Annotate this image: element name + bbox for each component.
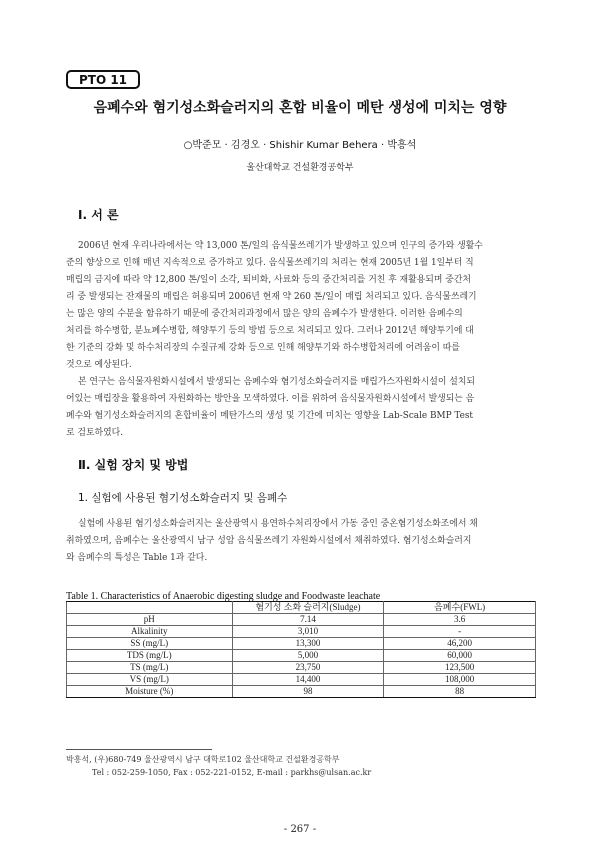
text-line: 처리를 하수병합, 분뇨폐수병합, 해양투기 등의 방법 등으로 처리되고 있다. 그러나 2012년 해양투기에 대 [66,326,474,336]
text-line: 매립의 금지에 따라 약 12,800 톤/일이 소각, 퇴비화, 사료화 등의 중간처리를 거친 후 재활용되며 중간처 [66,275,471,285]
text-line: 본 연구는 음식물자원화시설에서 발생되는 음폐수와 혐기성소화슬러지를 매립가스자원화시설이 설치되 [78,377,475,387]
text-line: 2006년 현재 우리나라에서는 약 13,000 톤/일의 음식물쓰레기가 발생하고 있으며 인구의 증가와 생활수 [78,241,483,251]
footnote-contact: Tel : 052-259-1050, Fax : 052-221-0152, E-mail : parkhs@ulsan.ac.kr [92,768,372,777]
page-number: - 267 - [283,824,317,835]
table-cell: Moisture (%) [67,686,233,698]
footnote-divider [66,749,212,750]
table-cell: 13,300 [232,638,384,650]
table-cell: 7.14 [232,614,384,626]
text-line: 는 많은 양의 수분을 함유하기 때문에 중간처리과정에서 많은 양의 음폐수가 발생한다. 이러한 음폐수의 [66,309,463,319]
author-list: ○박준모 · 김경오 · Shishir Kumar Behera · 박흥석 [183,140,417,151]
table-header-cell [67,602,233,614]
text-line: 준의 향상으로 인해 매년 지속적으로 증가하고 있다. 음식물쓰레기의 처리는 현재 2005년 1월 1일부터 직 [66,258,474,268]
table-row [67,638,536,650]
table-cell: SS (mg/L) [67,638,233,650]
session-badge: PTO 11 [66,70,140,89]
section-2-paragraph [66,516,534,567]
table-cell: pH [67,614,233,626]
text-line: 폐수와 혐기성소화슬러지의 혼합비율이 메탄가스의 생성 및 기간에 미치는 영향을 Lab-Scale BMP Test [66,411,473,421]
affiliation: 울산대학교 건설환경공학부 [246,163,354,173]
table-cell: 60,000 [384,650,536,662]
table-cell: 98 [232,686,384,698]
text-line: 로 검토하였다. [66,428,124,438]
table-cell: 123,500 [384,662,536,674]
table-cell: 5,000 [232,650,384,662]
table-row [67,662,536,674]
section-1-paragraph-1 [66,238,534,374]
table-cell: 14,400 [232,674,384,686]
text-line: 와 음폐수의 특성은 Table 1과 같다. [66,553,208,563]
table-row [67,614,536,626]
table-cell: TDS (mg/L) [67,650,233,662]
table-row [67,686,536,698]
section-2-subheading: 1. 실험에 사용된 혐기성소화슬러지 및 음폐수 [78,492,288,504]
table-cell: Alkalinity [67,626,233,638]
section-1-heading: Ⅰ. 서 론 [78,208,119,222]
footnote-address: 박흥석, (우)680-749 울산광역시 남구 대학로102 울산대학교 건설환경공학부 [66,755,340,764]
table-caption: Table 1. Characteristics of Anaerobic digesting sludge and Foodwaste leachate [66,591,381,602]
text-line: 어있는 매립장을 활용하여 자원화하는 방안을 모색하였다. 이를 위하여 음식물자원화시설에서 발생되는 음 [66,394,475,404]
characteristics-table [66,601,536,698]
table-cell: 108,000 [384,674,536,686]
table-row [67,650,536,662]
table-header-cell: 혐기성 소화 슬러지(Sludge) [232,602,384,614]
text-line: 것으로 예상된다. [66,360,132,370]
table-cell: 46,200 [384,638,536,650]
table-cell: 3.6 [384,614,536,626]
paper-title: 음폐수와 혐기성소화슬러지의 혼합 비율이 메탄 생성에 미치는 영향 [93,100,507,116]
table-cell: - [384,626,536,638]
section-1-paragraph-2 [66,374,534,442]
table-cell: 23,750 [232,662,384,674]
table-cell: 88 [384,686,536,698]
text-line: 취하였으며, 음폐수는 울산광역시 남구 성암 음식물쓰레기 자원화시설에서 채취하였다. 혐기성소화슬러지 [66,536,472,546]
table-header-cell: 음폐수(FWL) [384,602,536,614]
table-cell: 3,010 [232,626,384,638]
table-cell: TS (mg/L) [67,662,233,674]
table-cell: VS (mg/L) [67,674,233,686]
section-2-heading: Ⅱ. 실험 장치 및 방법 [78,458,189,472]
text-line: 리 중 발생되는 잔재물의 매립은 허용되며 2006년 현재 약 260 톤/일이 매립 처리되고 있다. 음식물쓰레기 [66,292,477,302]
text-line: 실험에 사용된 혐기성소화슬러지는 울산광역시 용연하수처리장에서 가동 중인 중온혐기성소화조에서 채 [78,519,478,529]
table-row [67,674,536,686]
table-header-row [67,602,536,614]
text-line: 한 기준의 강화 및 하수처리장의 수질규제 강화 등으로 인해 해양투기와 하수병합처리에 어려움이 따를 [66,343,460,353]
table-row [67,626,536,638]
